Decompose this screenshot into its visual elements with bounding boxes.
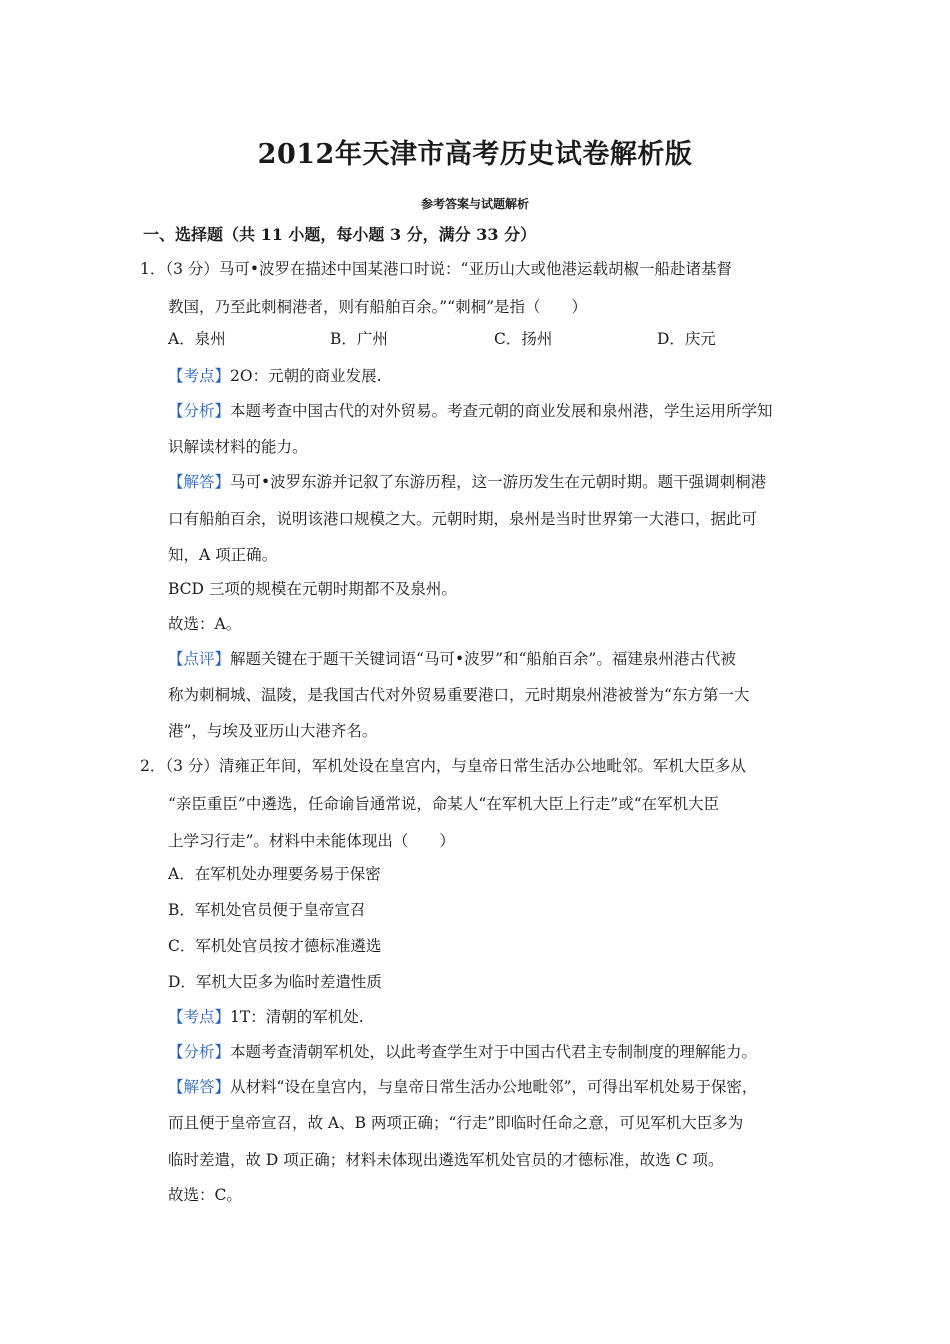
question-1-option-a: A．泉州 (168, 330, 226, 348)
question-1-answer: 故选：A。 (168, 615, 242, 633)
jieda-tag: 【解答】 (168, 1078, 231, 1096)
question-1-stem-line-1: 1．（3 分）马可•波罗在描述中国某港口时说：“亚历山大或他港运载胡椒一船赴诸基督 (140, 260, 732, 278)
question-1-jieda-line-2: 口有船舶百余，说明该港口规模之大。元朝时期，泉州是当时世界第一大港口，据此可 (168, 510, 758, 528)
page-subtitle: 参考答案与试题解析 (420, 197, 529, 211)
question-1-option-d: D．庆元 (657, 330, 716, 348)
fenxi-tag: 【分析】 (168, 1043, 231, 1061)
question-1-fenxi-line-2: 识解读材料的能力。 (168, 438, 308, 456)
question-2-option-d: D．军机大臣多为临时差遣性质 (168, 973, 382, 991)
question-2-jieda-line-3: 临时差遣，故 D 项正确；材料未体现出遴选军机处官员的才德标准，故选 C 项。 (168, 1151, 724, 1169)
kaodian-text: 1T：清朝的军机处. (230, 1008, 364, 1026)
question-2-stem-line-3: 上学习行走”。材料中未能体现出（ ） (168, 832, 455, 850)
question-2-jieda-line-2: 而且便于皇帝宣召，故 A、B 两项正确；“行走”即临时任命之意，可见军机大臣多为 (168, 1114, 744, 1132)
jieda-text: 从材料“设在皇宫内，与皇帝日常生活办公地毗邻”，可得出军机处易于保密， (230, 1078, 758, 1096)
section-heading: 一、选择题（共 11 小题，每小题 3 分，满分 33 分） (143, 225, 537, 244)
question-1-fenxi (168, 399, 828, 421)
question-1-jieda-line-4: BCD 三项的规模在元朝时期都不及泉州。 (168, 580, 457, 598)
dianping-text: 解题关键在于题干关键词语“马可•波罗”和“船舶百余”。福建泉州港古代被 (230, 650, 736, 668)
question-2-kaodian (168, 1005, 828, 1027)
question-1-dianping-line-2: 称为刺桐城、温陵，是我国古代对外贸易重要港口，元时期泉州港被誉为“东方第一大 (168, 686, 750, 704)
fenxi-text: 本题考查中国古代的对外贸易。考查元朝的商业发展和泉州港，学生运用所学知 (230, 402, 773, 420)
page-title: 2012年天津市高考历史试卷解析版 (257, 139, 693, 170)
question-1-dianping (168, 647, 828, 669)
question-2-fenxi (168, 1040, 828, 1062)
question-2-option-b: B．军机处官员便于皇帝宣召 (168, 901, 366, 919)
dianping-tag: 【点评】 (168, 650, 231, 668)
question-2-stem-line-1: 2．（3 分）清雍正年间，军机处设在皇宫内，与皇帝日常生活办公地毗邻。军机大臣多从 (140, 757, 746, 775)
kaodian-tag: 【考点】 (168, 1008, 231, 1026)
question-2-answer: 故选：C。 (168, 1186, 242, 1204)
question-2-jieda (168, 1075, 828, 1097)
fenxi-tag: 【分析】 (168, 402, 231, 420)
question-2-option-a: A．在军机处办理要务易于保密 (168, 865, 381, 883)
fenxi-text: 本题考查清朝军机处，以此考查学生对于中国古代君主专制制度的理解能力。 (230, 1043, 758, 1061)
question-1-jieda-line-3: 知，A 项正确。 (168, 546, 278, 564)
question-1-option-b: B．广州 (330, 330, 388, 348)
question-1-jieda (168, 470, 828, 492)
question-1-dianping-line-3: 港”，与埃及亚历山大港齐名。 (168, 722, 378, 740)
jieda-tag: 【解答】 (168, 473, 231, 491)
question-2-stem-line-2: “亲臣重臣”中遴选，任命谕旨通常说，命某人“在军机大臣上行走”或“在军机大臣 (168, 795, 720, 813)
question-1-option-c: C．扬州 (494, 330, 553, 348)
question-1-stem-line-2: 教国，乃至此刺桐港者，则有船舶百余。”“刺桐”是指（ ） (168, 298, 588, 316)
jieda-text: 马可•波罗东游并记叙了东游历程，这一游历发生在元朝时期。题干强调刺桐港 (230, 473, 767, 491)
kaodian-tag: 【考点】 (168, 367, 231, 385)
question-2-option-c: C．军机处官员按才德标准遴选 (168, 937, 382, 955)
question-1-kaodian (168, 364, 828, 386)
kaodian-text: 2O：元朝的商业发展. (230, 367, 382, 385)
